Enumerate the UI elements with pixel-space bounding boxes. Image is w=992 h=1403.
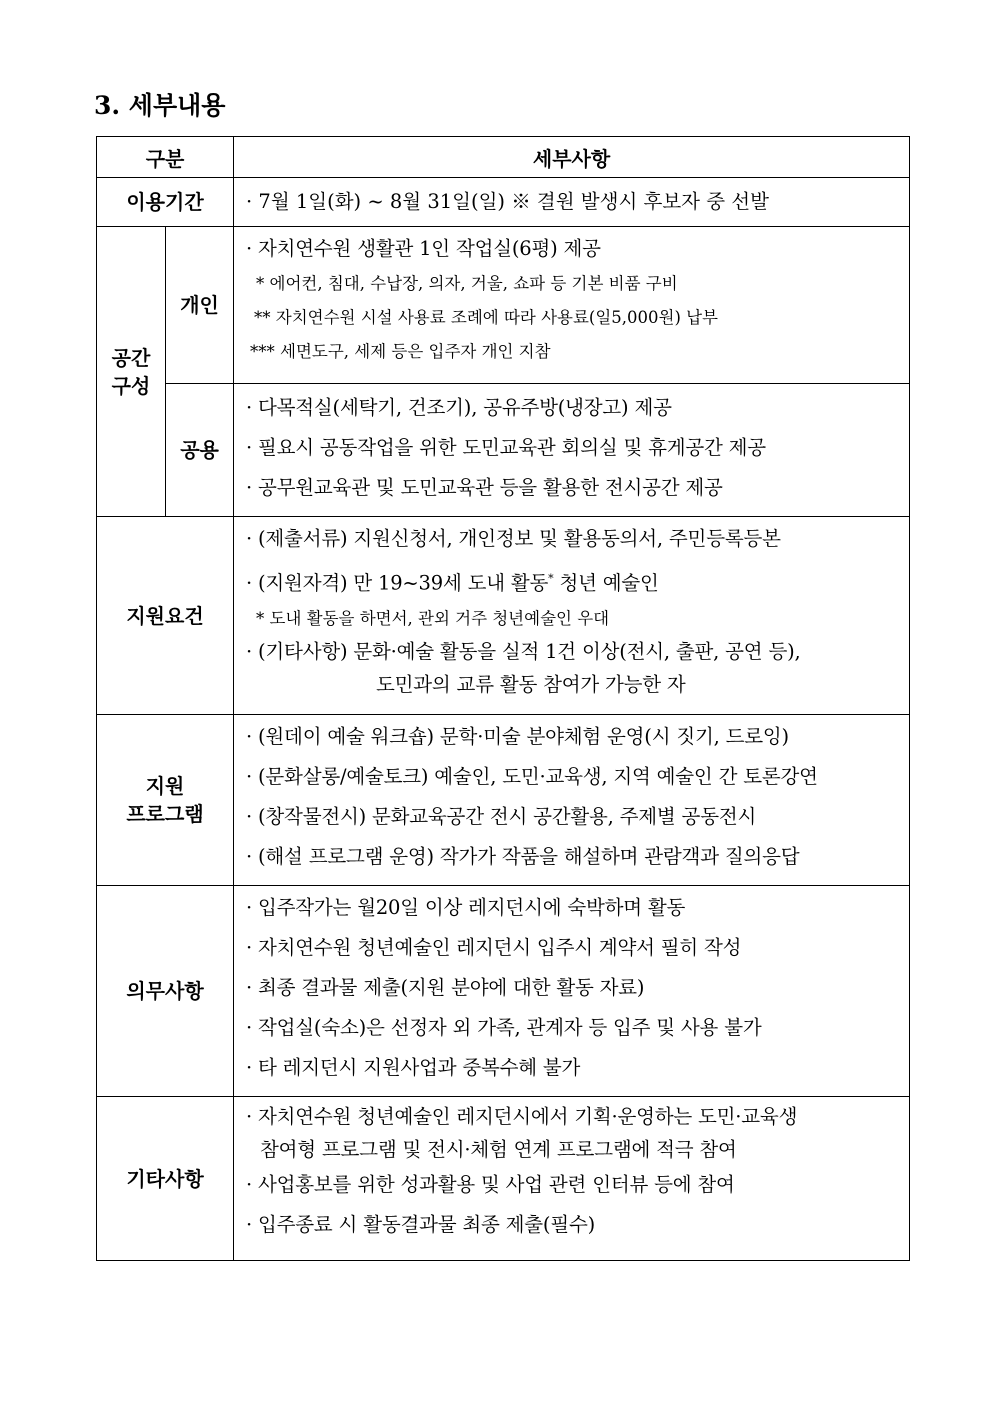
header-details: 세부사항 bbox=[234, 137, 910, 178]
requirements-line: · (제출서류) 지원신청서, 개인정보 및 활용동의서, 주민등록등본 bbox=[246, 527, 781, 550]
common-label: 공용 bbox=[166, 384, 234, 517]
others-line-continued: 참여형 프로그램 및 전시·체험 연계 프로그램에 적극 참여 bbox=[260, 1138, 737, 1161]
requirements-note: * 도내 활동을 하면서, 관외 거주 청년예술인 우대 bbox=[256, 608, 610, 628]
personal-line: · 자치연수원 생활관 1인 작업실(6평) 제공 bbox=[246, 237, 601, 260]
requirements-line bbox=[246, 559, 903, 604]
program-line: · (문화살롱/예술토크) 예술인, 도민·교육생, 지역 예술인 간 토론강연 bbox=[246, 765, 818, 788]
personal-label: 개인 bbox=[166, 227, 234, 384]
program-line: · (창작물전시) 문화교육공간 전시 공간활용, 주제별 공동전시 bbox=[246, 805, 757, 828]
row-requirements bbox=[97, 517, 910, 715]
personal-note: ** 자치연수원 시설 사용료 조례에 따라 사용료(일5,000원) 납부 bbox=[254, 308, 718, 327]
program-line: · (해설 프로그램 운영) 작가가 작품을 해설하며 관람객과 질의응답 bbox=[246, 845, 800, 868]
row-others bbox=[97, 1097, 910, 1261]
obligations-label: 의무사항 bbox=[97, 886, 234, 1097]
personal-note: * 에어컨, 침대, 수납장, 의자, 거울, 쇼파 등 기본 비품 구비 bbox=[256, 274, 678, 293]
row-period bbox=[97, 178, 910, 227]
personal-content bbox=[234, 227, 910, 384]
common-line: · 필요시 공동작업을 위한 도민교육관 회의실 및 휴게공간 제공 bbox=[246, 436, 766, 459]
others-line: · 입주종료 시 활동결과물 최종 제출(필수) bbox=[246, 1213, 596, 1236]
requirements-content bbox=[234, 517, 910, 715]
others-content bbox=[234, 1097, 910, 1261]
row-program bbox=[97, 715, 910, 886]
row-obligations bbox=[97, 886, 910, 1097]
obligations-line: · 작업실(숙소)은 선정자 외 가족, 관계자 등 입주 및 사용 불가 bbox=[246, 1016, 762, 1039]
space-label-line2: 구성 bbox=[111, 373, 151, 398]
requirements-line-continued: 도민과의 교류 활동 참여가 가능한 자 bbox=[376, 672, 686, 696]
period-label: 이용기간 bbox=[97, 178, 234, 227]
section-title: 3. 세부내용 bbox=[94, 91, 226, 120]
header-category: 구분 bbox=[97, 137, 234, 178]
program-label bbox=[97, 715, 234, 886]
footnote-mark: * bbox=[548, 572, 554, 585]
obligations-line: · 타 레지던시 지원사업과 중복수혜 불가 bbox=[246, 1056, 581, 1079]
program-label-line2: 프로그램 bbox=[126, 802, 204, 826]
requirements-line: · (기타사항) 문화·예술 활동을 실적 1건 이상(전시, 출판, 공연 등), bbox=[246, 639, 801, 663]
header-row bbox=[97, 137, 910, 178]
requirements-line2-text: · (지원자격) 만 19~39세 도내 활동 bbox=[246, 571, 549, 595]
space-label bbox=[97, 227, 166, 517]
obligations-content bbox=[234, 886, 910, 1097]
requirements-line2-end: 청년 예술인 bbox=[553, 571, 659, 595]
period-text: · 7월 1일(화) ~ 8월 31일(일) ※ 결원 발생시 후보자 중 선발 bbox=[246, 190, 769, 213]
program-content bbox=[234, 715, 910, 886]
others-label: 기타사항 bbox=[97, 1097, 234, 1261]
others-line: · 사업홍보를 위한 성과활용 및 사업 관련 인터뷰 등에 참여 bbox=[246, 1173, 735, 1196]
obligations-line: · 입주작가는 월20일 이상 레지던시에 숙박하며 활동 bbox=[246, 896, 686, 919]
requirements-label: 지원요건 bbox=[97, 517, 234, 715]
personal-note: *** 세면도구, 세제 등은 입주자 개인 지참 bbox=[250, 342, 551, 361]
row-space-common bbox=[97, 384, 910, 517]
row-space-personal bbox=[97, 227, 910, 384]
program-line: · (원데이 예술 워크숍) 문학·미술 분야체험 운영(시 짓기, 드로잉) bbox=[246, 725, 789, 748]
space-label-line1: 공간 bbox=[111, 345, 151, 370]
common-line: · 공무원교육관 및 도민교육관 등을 활용한 전시공간 제공 bbox=[246, 476, 723, 499]
common-line: · 다목적실(세탁기, 건조기), 공유주방(냉장고) 제공 bbox=[246, 396, 672, 419]
others-line: · 자치연수원 청년예술인 레지던시에서 기획·운영하는 도민·교육생 bbox=[246, 1105, 798, 1128]
detail-table bbox=[96, 136, 910, 1261]
common-content bbox=[234, 384, 910, 517]
obligations-line: · 자치연수원 청년예술인 레지던시 입주시 계약서 필히 작성 bbox=[246, 936, 742, 959]
obligations-line: · 최종 결과물 제출(지원 분야에 대한 활동 자료) bbox=[246, 976, 645, 999]
program-label-line1: 지원 bbox=[145, 774, 185, 798]
period-content bbox=[234, 178, 910, 227]
